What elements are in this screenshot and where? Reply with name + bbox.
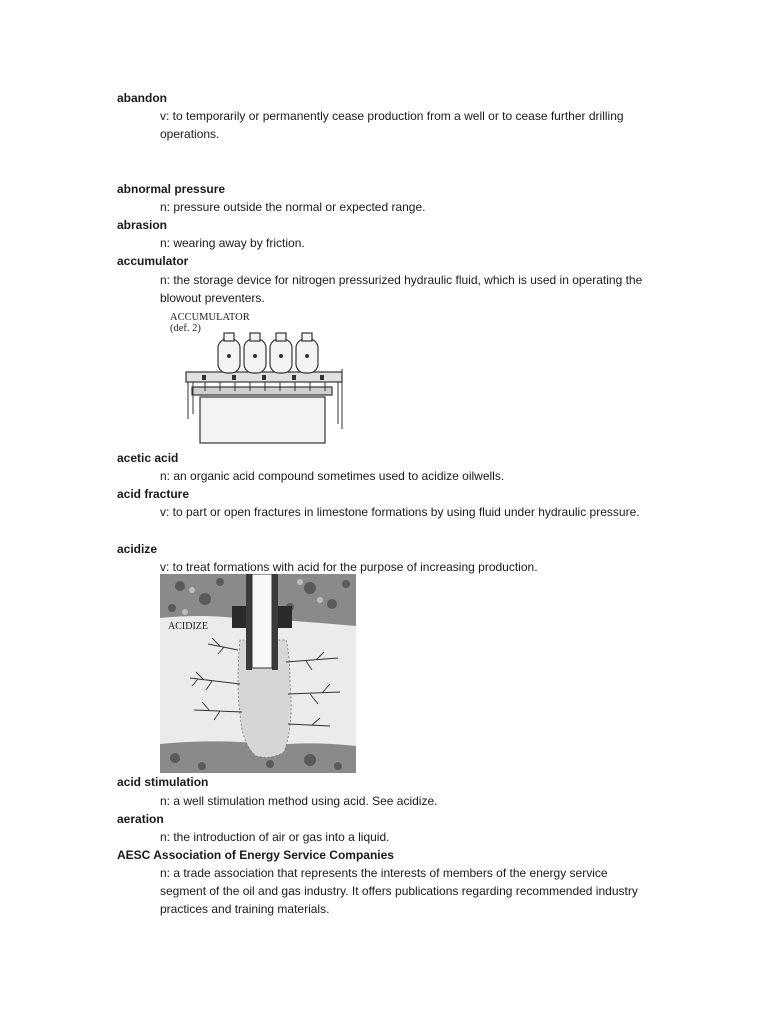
definition-accumulator: n: the storage device for nitrogen pressurized hydraulic fluid, which is used in operating the blowout preventers. (160, 273, 643, 305)
term-accumulator: accumulator (117, 254, 189, 268)
definition-aeration: n: the introduction of air or gas into a liquid. (160, 830, 390, 844)
definition-acetic-acid: n: an organic acid compound sometimes used to acidize oilwells. (160, 469, 505, 483)
definition-abrasion: n: wearing away by friction. (160, 236, 305, 250)
term-aeration: aeration (117, 812, 164, 826)
term-abandon: abandon (117, 91, 167, 105)
term-acidize: acidize (117, 542, 158, 556)
acidize-illustration (160, 574, 356, 773)
term-abrasion: abrasion (117, 218, 168, 232)
definition-acidize: v: to treat formations with acid for the purpose of increasing production. (160, 560, 538, 574)
definition-abandon: v: to temporarily or permanently cease production from a well or to cease further drilling operations. (160, 109, 624, 141)
term-acid-fracture: acid fracture (117, 487, 190, 501)
definition-acid-fracture: v: to part or open fractures in limestone formations by using fluid under hydraulic pressure. (160, 505, 640, 519)
definition-acid-stimulation: n: a well stimulation method using acid. See acidize. (160, 794, 438, 808)
term-acetic-acid: acetic acid (117, 451, 179, 465)
term-aesc: AESC Association of Energy Service Companies (117, 848, 394, 862)
accumulator-illustration (160, 309, 352, 447)
accumulator-caption-line1: ACCUMULATOR (170, 312, 250, 323)
definition-abnormal-pressure: n: pressure outside the normal or expected range. (160, 200, 426, 214)
term-acid-stimulation: acid stimulation (117, 775, 209, 789)
definition-aesc: n: a trade association that represents the interests of members of the energy service segment of the oil and gas industry. It offers publications regarding recommended industry practices and training materials. (160, 866, 638, 916)
accumulator-caption-line2: (def. 2) (170, 323, 201, 334)
term-abnormal-pressure: abnormal pressure (117, 182, 226, 196)
acidize-caption: ACIDIZE (168, 621, 208, 632)
